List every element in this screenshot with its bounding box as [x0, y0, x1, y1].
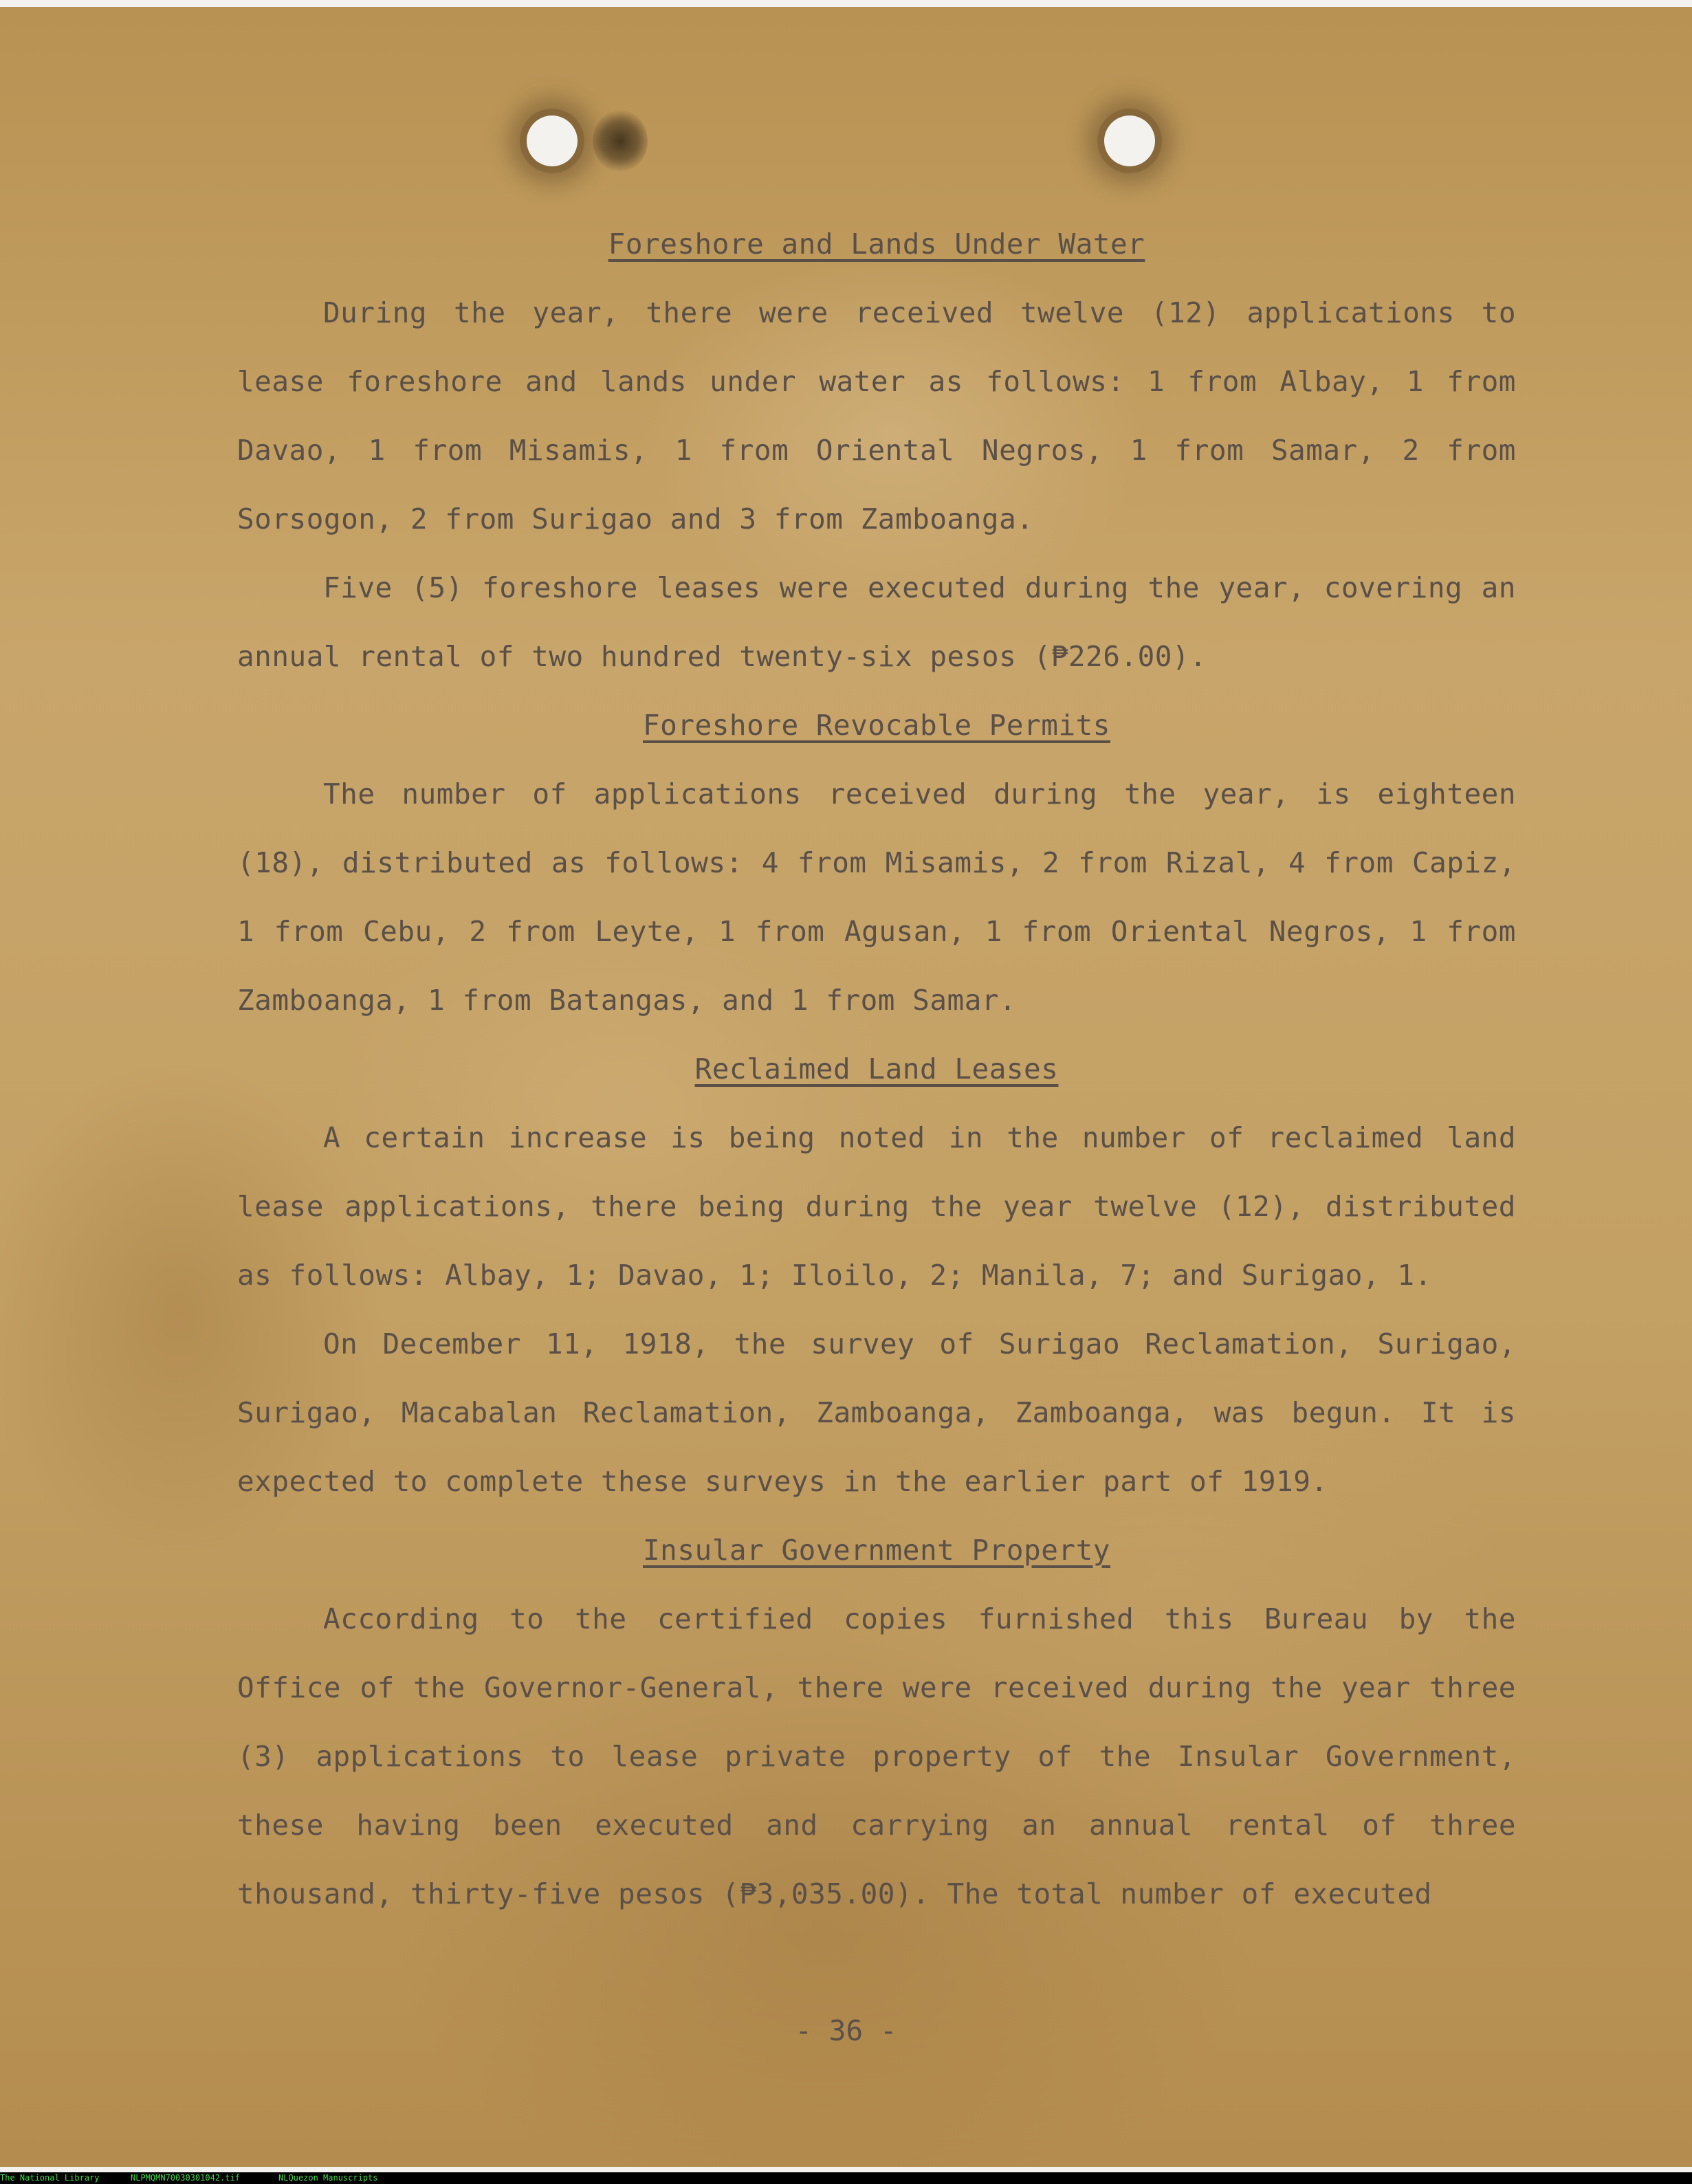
page-number: - 36 - — [795, 2014, 897, 2047]
paragraph: According to the certified copies furnished this Bureau by the Office of the Governor-General, there were received during the year three (3) applications to lease private property of the Insular Government, these having been executed and carrying an annual rental of three thousand, thirty-five pesos (₱3,035.00). The total number of executed — [237, 1602, 1516, 1910]
paragraph: On December 11, 1918, the survey of Surigao Reclamation, Surigao, Surigao, Macabalan Reclamation, Zamboanga, Zamboanga, was begun. It is expected to complete these surveys in the earlier part of 1919. — [237, 1327, 1516, 1498]
footer-collection: NLQuezon Manuscripts — [278, 2173, 378, 2183]
footer-file: NLPMQMN70030301042.tif — [131, 2173, 240, 2183]
punch-hole-left — [527, 115, 578, 166]
paragraph: A certain increase is being noted in the number of reclaimed land lease applications, there being during the year twelve (12), distributed as follows: Albay, 1; Davao, 1; Iloilo, 2; Manila, 7; and Surigao, 1. — [237, 1121, 1516, 1292]
section-heading: Foreshore and Lands Under Water — [608, 228, 1145, 261]
paragraph: Five (5) foreshore leases were executed during the year, covering an annual rental of two hundred twenty-six pesos (₱226.00). — [237, 571, 1516, 673]
scan-footer — [0, 2172, 1692, 2184]
punch-hole-right — [1104, 115, 1155, 166]
section-heading: Foreshore Revocable Permits — [643, 709, 1110, 742]
burn-stain — [593, 110, 648, 172]
document-body — [237, 210, 1516, 1928]
document-page — [0, 7, 1692, 2167]
section-heading: Reclaimed Land Leases — [694, 1052, 1059, 1085]
paragraph: The number of applications received during the year, is eighteen (18), distributed as follows: 4 from Misamis, 2 from Rizal, 4 from Capiz, 1 from Cebu, 2 from Leyte, 1 from Agusan, 1 from Oriental Negros, 1 from Zamboanga, 1 from Batangas, and 1 from Samar. — [237, 777, 1516, 1017]
footer-library: The National Library — [0, 2173, 100, 2183]
section-heading: Insular Government Property — [643, 1534, 1110, 1567]
paragraph: During the year, there were received twelve (12) applications to lease foreshore and lands under water as follows: 1 from Albay, 1 from Davao, 1 from Misamis, 1 from Oriental Negros, 1 from Samar, 2 from Sorsogon, 2 from Surigao and 3 from Zamboanga. — [237, 296, 1516, 536]
